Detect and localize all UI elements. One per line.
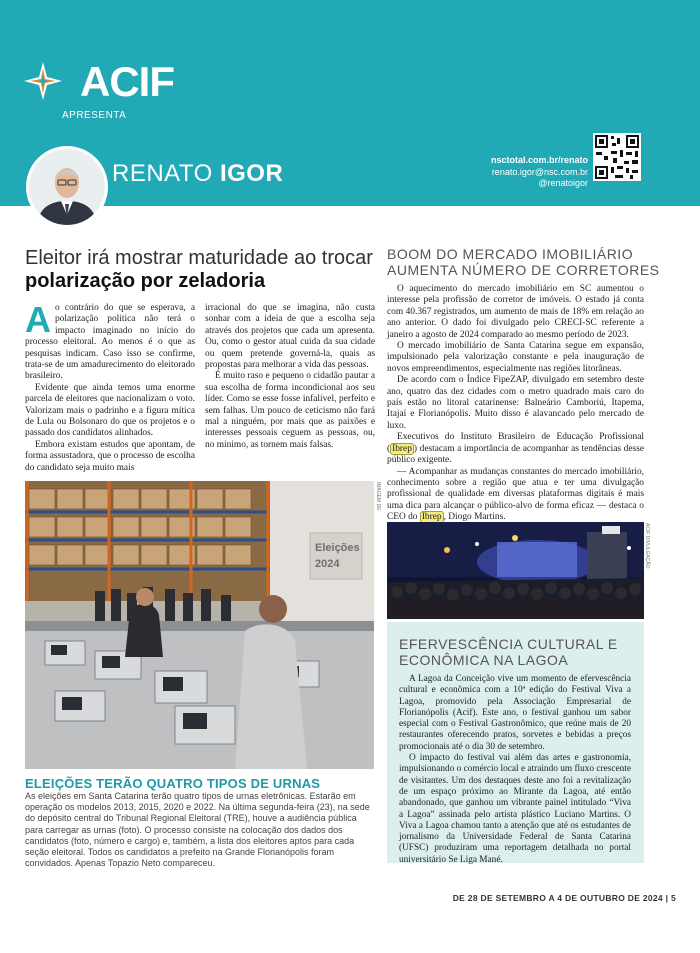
main-p5: É muito raso e pequeno o cidadão pautar a sua escolha de forma incondicional aos seu líder. Como se esse fosse infalível, perfeito e sem falhas. Um pouco de ceticismo não fará mal a ninguém, por mais que as paixões e interesses pessoais ceguem as pessoas, ou, no mínimo, as tornem mais falsas. — [205, 371, 375, 450]
presents-label: APRESENTA — [62, 110, 127, 121]
boom-p4-b: ) destacam a importância de acompanhar as tendências desse público exigente. — [387, 443, 644, 466]
dropcap: A — [25, 299, 51, 340]
boom-p5-a: — Acompanhar as mudanças constantes do mercado imobiliário, conhecimento sobre a região que atua e ter uma divulgação profissional de qualidade em diversas plataformas digitais é mais uma dica para alcançar o público-alvo de forma eficaz — destaca o CEO do — [387, 466, 644, 523]
author-photo — [26, 146, 108, 228]
boom-p4 — [387, 432, 644, 466]
brand-wordmark: ACIF — [80, 58, 174, 105]
author-last-name: IGOR — [219, 160, 284, 187]
acif-logo — [22, 58, 172, 106]
main-article-col1 — [25, 299, 195, 474]
elections-sign-line2: 2024 — [315, 558, 340, 570]
boom-p3: De acordo com o Índice FipeZAP, divulgado em setembro deste ano, quatro das dez cidades com o metro quadrado mais caro do país estão no litoral catarinense: Balneário Camboriú, Itapema, Itajaí e Florianópolis. Muito disso é alavancado pelo mercado de luxo. — [387, 375, 644, 431]
photo1-credit: IMAGEM DE — [375, 482, 381, 511]
contact-site[interactable]: nsctotal.com.br/renato — [490, 155, 588, 165]
ibrep-highlight: Ibrep — [421, 512, 442, 523]
culture-text — [399, 674, 631, 866]
caption-title: ELEIÇÕES TERÃO QUATRO TIPOS DE URNAS — [25, 776, 321, 791]
contact-block — [491, 155, 588, 190]
contact-social[interactable]: @renatoigor — [538, 178, 588, 188]
boom-p5-b: , Diogo Martins. — [443, 512, 506, 523]
main-headline-plain: Eleitor irá mostrar maturidade ao trocar — [25, 247, 373, 269]
boom-p2: O mercado imobiliário de Santa Catarina segue em expansão, impulsionado pela valorização constante e pela inauguração de novos empreendimentos, especialmente nas regiões litorâneas. — [387, 341, 644, 374]
photo2-credit: ACIF DIVULGAÇÃO — [644, 523, 650, 569]
main-headline-bold: polarização por zeladoria — [25, 270, 266, 292]
qr-code[interactable] — [593, 133, 641, 181]
culture-p2: O impacto do festival vai além das artes e gastronomia, impulsionando o comércio local e atraindo um fluxo crescente de visitantes. Um dos destaques deste ano foi a revitalização de um espaço próximo ao Mirante da Lagoa, até então abandonado, que ganhou um vibrante painel intitulado “Viva a Lagoa” assinada pelo artista plástico Luciano Martins. O Viva a Lagoa chamou tanto a atenção que até os estudantes de jornalismo da Universidade Federal de Santa Catarina (UFSC) produziram uma reportagem detalhada no portal universitário Se Liga Mané. — [399, 753, 631, 865]
main-headline — [25, 247, 375, 293]
boom-article — [387, 284, 644, 524]
boom-p4-a: Executivos do Instituto Brasileiro de Educação Profissional ( — [387, 432, 644, 454]
compass-star-icon — [22, 60, 64, 102]
author-first-name: RENATO — [112, 160, 220, 187]
page-footer-date: DE 28 DE SETEMBRO A 4 DE OUTUBRO DE 2024 | 5 — [452, 893, 676, 903]
main-article-col2 — [205, 303, 375, 451]
boom-headline: BOOM DO MERCADO IMOBILIÁRIO AUMENTA NÚMERO DE CORRETORES — [387, 246, 660, 278]
main-p1-text: o contrário do que se esperava, a polarização política não terá o impacto imaginado no início do processo eleitoral. Ao menos é o que as pesquisas indicam. Caso isso se confirme, trata-se de um amadurecimento do eleitorado brasileiro. — [25, 303, 195, 382]
festival-photo — [387, 522, 644, 619]
culture-p1: A Lagoa da Conceição vive um momento de efervescência cultural e econômica com a 10ª edição do Festival Viva a Lagoa, promovido pela Associação Empresarial de Florianópolis (Acif). Este ano, o festival ganhou um sabor especial com o Festival Gastronômico, que reúne mais de 20 restaurantes oferecendo pratos, sorvetes e bebidas a preços promocionais até o dia 30 de setembro. — [399, 674, 631, 752]
main-p4: irracional do que se imagina, não custa sonhar com a ideia de que a escolha seja através dos projetos que cada um apresenta. Ou, como o gestor atual cuida da sua cidade ou quem pretende governá-la, quais as propostas para melhorar a vida das pessoas. — [205, 303, 375, 371]
culture-box — [387, 622, 644, 863]
main-p1 — [25, 299, 195, 383]
boom-p1: O aquecimento do mercado imobiliário em SC aumentou o interesse pela profissão de corretor de imóveis. O estado já conta com 40.367 registrados, um aumento de mais de 18% em relação ao ano anterior. O dado foi divulgado pelo CRECI-SC referente a janeiro a agosto de 2024 comparado ao mesmo período de 2023. — [387, 284, 644, 340]
main-p2: Evidente que ainda temos uma enorme parcela de eleitores que nacionalizam o voto. Valorizam mais o padrinho e a figura mítica de Lula ou Bolsonaro do que os projetos e o passado dos candidatos alinhados. — [25, 382, 195, 439]
boom-p5 — [387, 467, 644, 524]
main-p3: Embora existam estudos que apontam, de forma assustadora, que o processo de escolha do candidato seja muito mais — [25, 439, 195, 473]
author-name — [112, 160, 283, 188]
culture-headline: EFERVESCÊNCIA CULTURAL E ECONÔMICA NA LAGOA — [399, 636, 618, 668]
voting-machines-photo — [25, 481, 374, 769]
elections-sign-line1: Eleições — [315, 542, 360, 554]
caption-text: As eleições em Santa Catarina terão quatro tipos de urnas eletrônicas. Estarão em operação os modelos 2013, 2015, 2020 e 2022. Na última segunda-feira (23), na sede do depósito central do Tribunal Regional Eleitoral (TRE), houve a audiência pública para carregar as urnas (foto). O processo consiste na colocação dos dados dos candidatos (foto, número e cargo) e, também, a lista dos eleitores aptos para cada seção eleitoral. Todos os candidatos a prefeito na Grande Florianópolis foram convidados. Apenas Topazio Neto compareceu. — [25, 791, 370, 869]
ibrep-highlight: Ibrep — [392, 443, 412, 454]
contact-email[interactable]: renato.igor@nsc.com.br — [491, 166, 588, 177]
